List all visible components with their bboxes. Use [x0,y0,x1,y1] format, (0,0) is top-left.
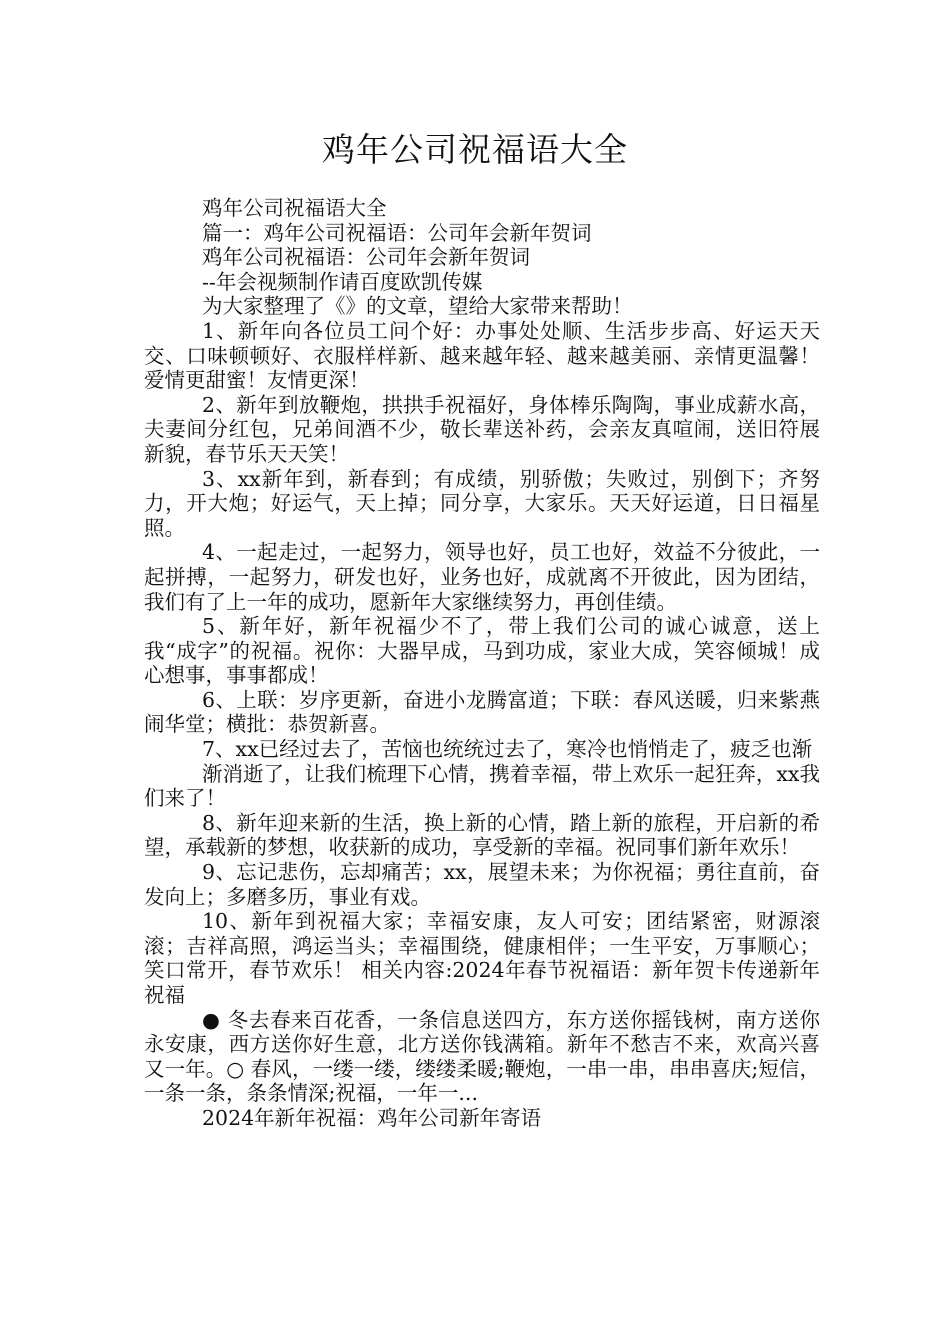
paragraph: 篇一：鸡年公司祝福语：公司年会新年贺词 [202,220,592,245]
paragraph: 渐消逝了，让我们梳理下心情，携着幸福，带上欢乐一起狂奔，xx我们来了！ [144,761,820,811]
paragraph: 2024年新年祝福：鸡年公司新年寄语 [202,1105,542,1130]
document-title: 鸡年公司祝福语大全 [322,130,628,169]
paragraph: 2、新年到放鞭炮，拱拱手祝福好，身体棒乐陶陶，事业成薪水高，夫妻间分红包，兄弟间酒不少，敬长辈送补药，会亲友真喧闹，送旧符展新貌，春节乐天天笑！ [144,392,820,466]
paragraph: 为大家整理了《》的文章，望给大家带来帮助！ [202,294,633,319]
paragraph: 4、一起走过，一起努力，领导也好，员工也好，效益不分彼此，一起拼搏，一起努力，研发也好，业务也好，成就离不开彼此，因为团结，我们有了上一年的成功，愿新年大家继续努力，再创佳绩。 [144,540,820,614]
paragraph: 7、xx已经过去了，苦恼也统统过去了，寒冷也悄悄走了，疲乏也渐 [202,737,813,762]
paragraph: 鸡年公司祝福语大全 [202,196,387,220]
paragraph: 10、新年到祝福大家；幸福安康，友人可安；团结紧密，财源滚滚；吉祥高照，鸿运当头；幸福围绕，健康相伴；一生平安，万事顺心；笑口常开，春节欢乐！ 相关内容:2024年春节祝福语：新年贺卡传递新年祝福 [144,909,820,1007]
paragraph: ● 冬去春来百花香，一条信息送四方，东方送你摇钱树，南方送你永安康，西方送你好生意，北方送你钱满箱。新年不愁吉不来，欢高兴喜又一年。○ 春风，一缕一缕，缕缕柔暖;鞭炮，一串一串，串串喜庆;短信，一条一条，条条情深;祝福，一年一... [144,1007,820,1106]
paragraph: 1、新年向各位员工问个好：办事处处顺、生活步步高、好运天天交、口味顿顿好、衣服样样新、越来越年轻、越来越美丽、亲情更温馨！爱情更甜蜜！友情更深！ [144,318,820,393]
document-body [144,196,820,1131]
paragraph: 6、上联：岁序更新，奋进小龙腾富道；下联：春风送暖，归来紫燕闹华堂；横批：恭贺新喜。 [144,687,820,737]
paragraph: --年会视频制作请百度欧凯传媒 [202,269,483,294]
paragraph: 9、忘记悲伤，忘却痛苦；xx，展望未来；为你祝福；勇往直前，奋发向上；多磨多历，事业有戏。 [144,860,820,909]
paragraph: 8、新年迎来新的生活，换上新的心情，踏上新的旅程，开启新的希望，承载新的梦想，收获新的成功，享受新的幸福。祝同事们新年欢乐！ [144,810,820,860]
paragraph: 3、xx新年到，新春到；有成绩，别骄傲；失败过，别倒下；齐努力，开大炮；好运气，天上掉；同分享，大家乐。天天好运道，日日福星照。 [144,466,820,540]
paragraph: 5、新年好，新年祝福少不了，带上我们公司的诚心诚意，送上我“成字”的祝福。祝你：大器早成，马到功成，家业大成，笑容倾城！成心想事，事事都成！ [144,614,820,688]
paragraph: 鸡年公司祝福语：公司年会新年贺词 [202,245,530,270]
